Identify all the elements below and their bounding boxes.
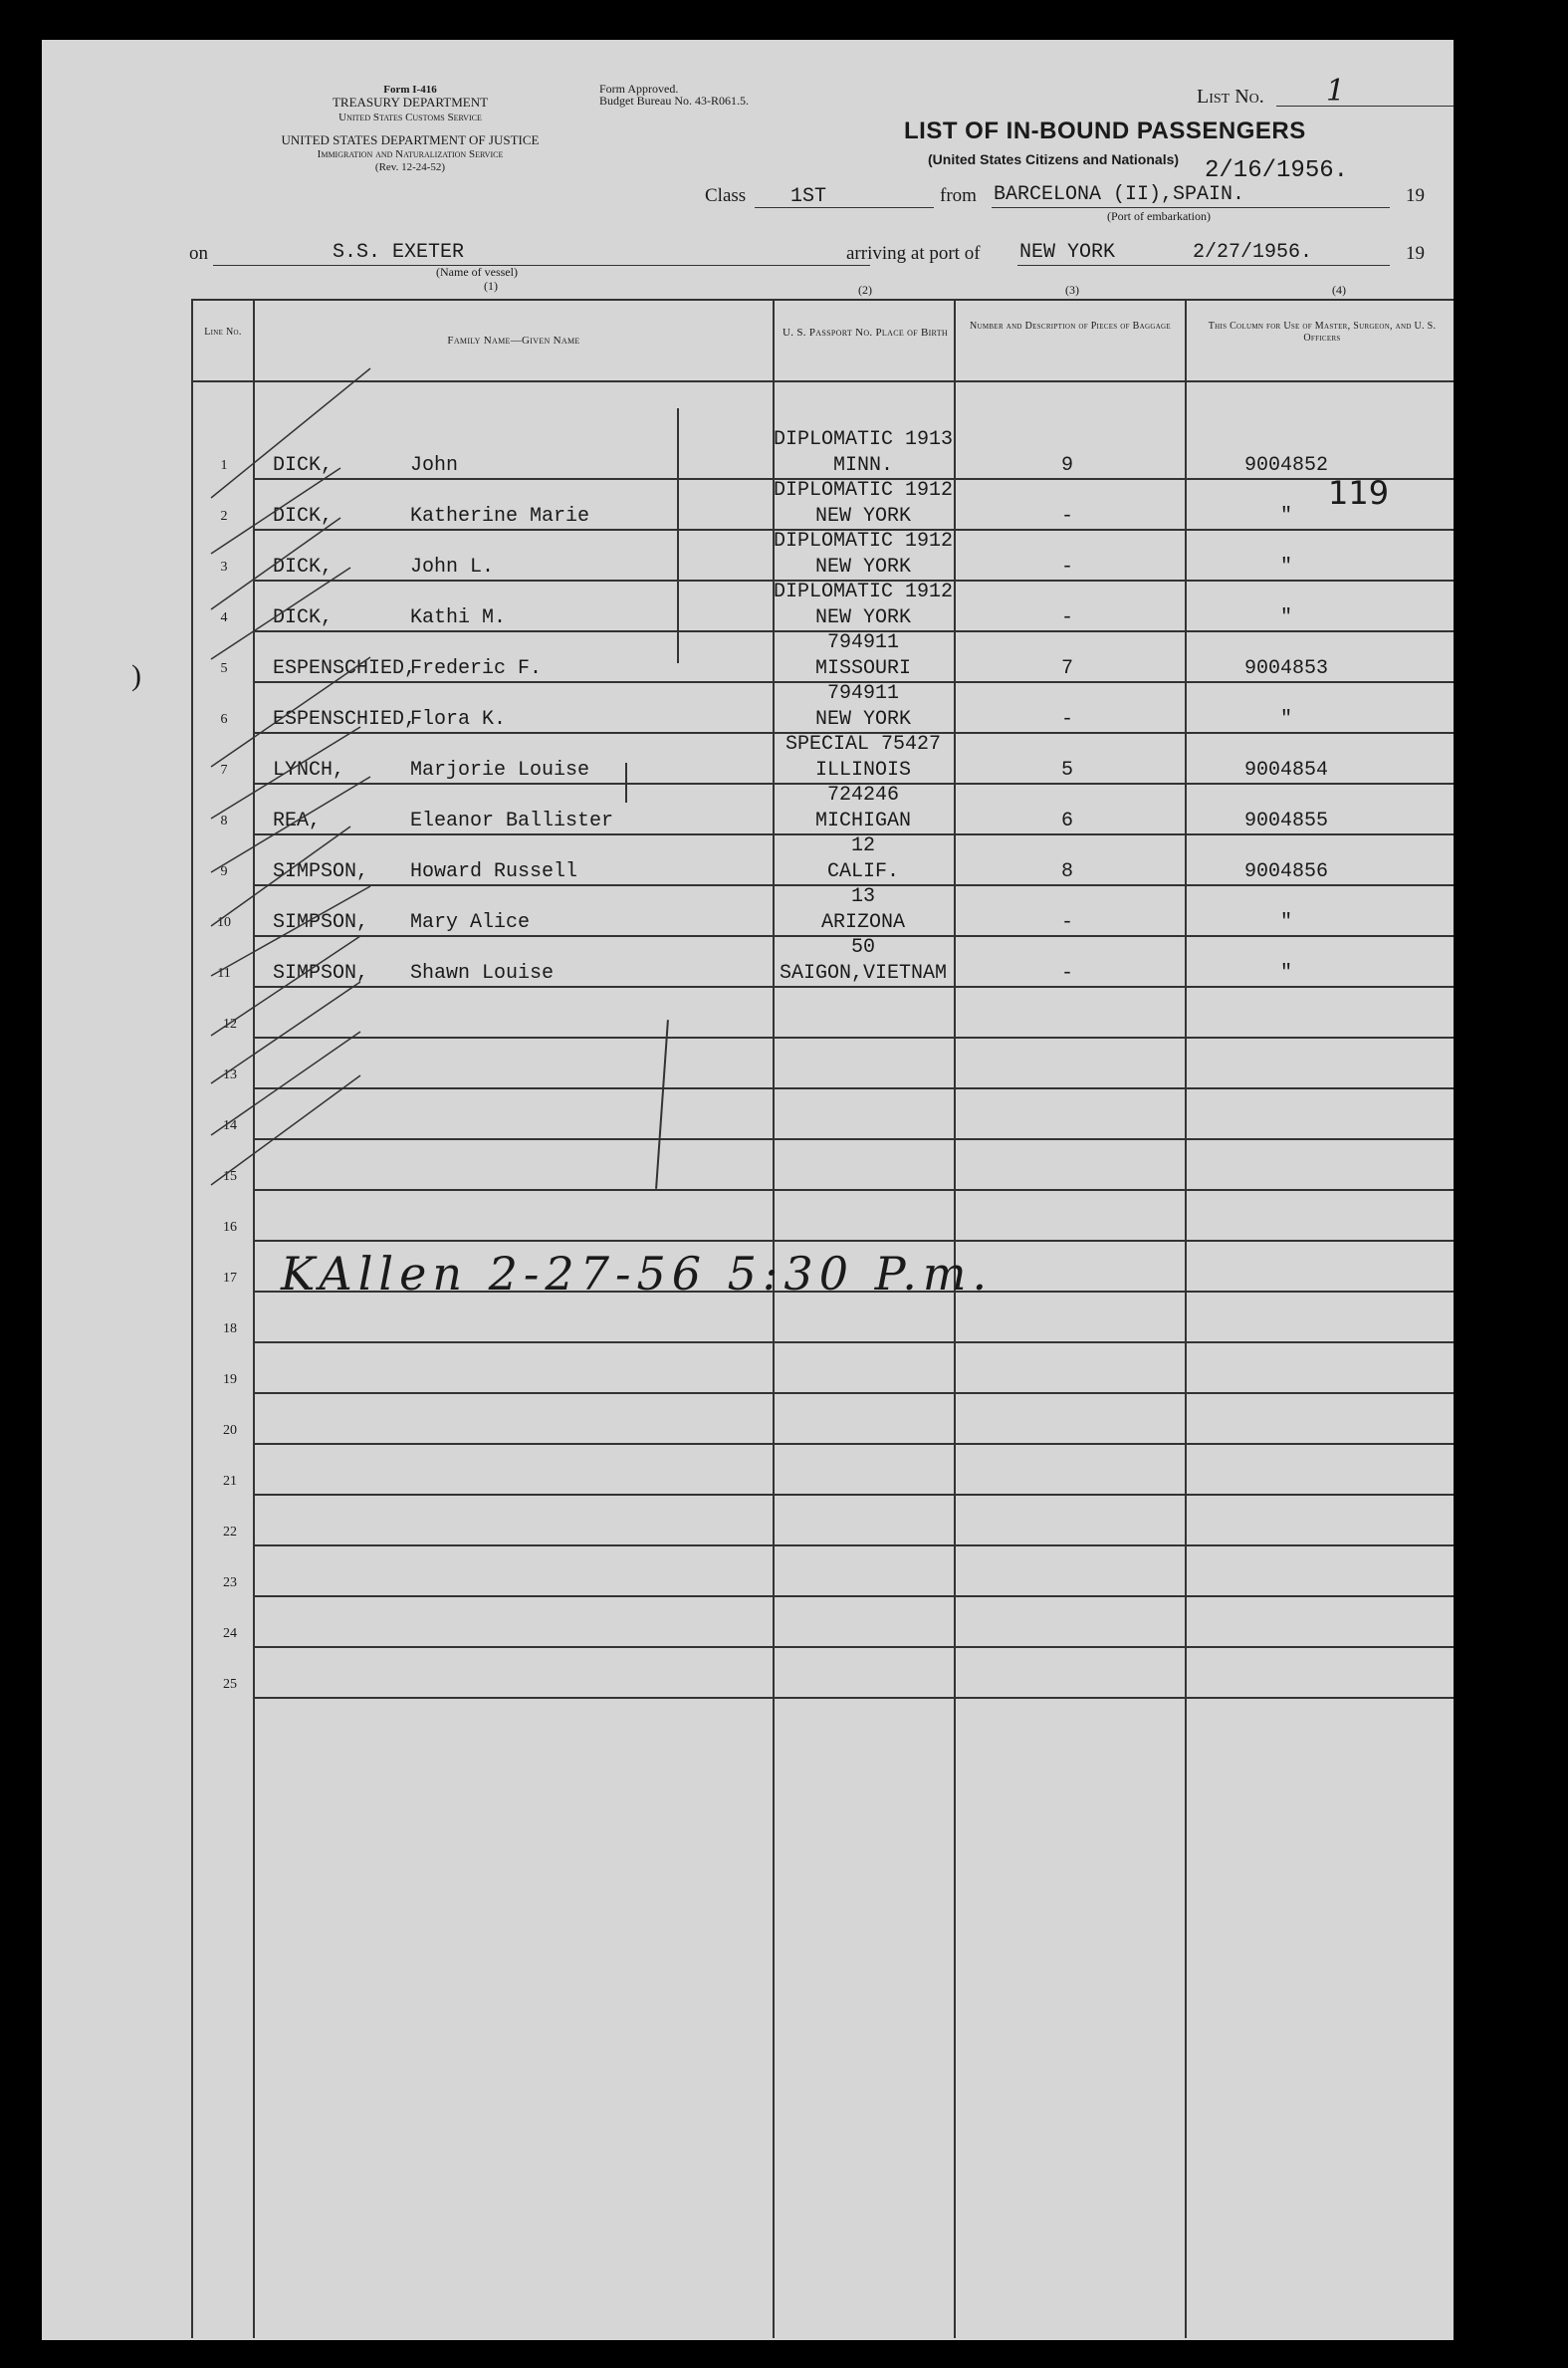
passport-number: DIPLOMATIC 1913 <box>773 428 954 451</box>
ins-service: Immigration and Naturalization Service <box>317 148 504 160</box>
given-name: John <box>410 454 459 477</box>
given-name: Flora K. <box>410 708 507 731</box>
line-number: 9 <box>220 864 228 879</box>
line-number: 22 <box>223 1525 237 1539</box>
line-number: 24 <box>223 1626 237 1641</box>
port-of-embarkation: BARCELONA (II),SPAIN. <box>994 183 1245 206</box>
baggage-count: - <box>1060 962 1073 985</box>
officer-entry: " <box>1279 708 1292 731</box>
line-number: 25 <box>223 1677 237 1692</box>
place-of-birth: NEW YORK <box>814 708 911 731</box>
given-name: Katherine Marie <box>410 505 590 528</box>
line-number: 17 <box>223 1271 237 1286</box>
given-name: Shawn Louise <box>410 962 555 985</box>
place-of-birth: MICHIGAN <box>814 810 911 832</box>
family-name: REA, <box>273 810 322 832</box>
year-suffix-2: 19 <box>1406 243 1425 264</box>
line-number: 23 <box>223 1575 237 1590</box>
list-no-value: 1 <box>1326 74 1346 109</box>
check-marks <box>42 40 1454 2340</box>
officer-entry: " <box>1279 505 1292 528</box>
class-label: Class <box>705 185 747 206</box>
arriving-label: arriving at port of <box>846 243 981 264</box>
line-number: 11 <box>217 966 231 981</box>
line-number: 14 <box>223 1118 237 1133</box>
passenger-manifest-form <box>42 40 1454 2340</box>
passport-number: 794911 <box>826 682 899 705</box>
line-number: 18 <box>223 1321 237 1336</box>
line-number: 3 <box>220 560 228 575</box>
line-number: 5 <box>220 661 228 676</box>
vessel-caption: (Name of vessel) <box>436 265 518 279</box>
place-of-birth: ILLINOIS <box>814 759 911 782</box>
line-number: 16 <box>223 1220 237 1235</box>
col-header-name: Family Name—Given Name <box>447 335 580 347</box>
baggage-count: - <box>1060 606 1073 629</box>
passport-number: DIPLOMATIC 1912 <box>773 479 954 502</box>
treasury-department: TREASURY DEPARTMENT <box>332 95 489 110</box>
form-number: Form I-416 <box>383 84 437 96</box>
officer-entry: 9004854 <box>1243 759 1328 782</box>
family-name: SIMPSON, <box>273 860 369 883</box>
baggage-count: 8 <box>1060 860 1073 883</box>
justice-department: UNITED STATES DEPARTMENT OF JUSTICE <box>281 132 540 147</box>
baggage-count: 5 <box>1060 759 1073 782</box>
list-date: 2/16/1956. <box>1205 157 1349 184</box>
family-name: DICK, <box>273 556 334 579</box>
budget-bureau: Budget Bureau No. 43-R061.5. <box>599 94 749 108</box>
vessel-name: S.S. EXETER <box>333 241 465 264</box>
given-name: Marjorie Louise <box>410 759 590 782</box>
baggage-count: - <box>1060 505 1073 528</box>
place-of-birth: MINN. <box>832 454 893 477</box>
col-number-1: (1) <box>484 279 498 293</box>
place-of-birth: NEW YORK <box>814 606 911 629</box>
family-name: DICK, <box>273 505 334 528</box>
line-number: 12 <box>223 1017 237 1032</box>
family-name: DICK, <box>273 454 334 477</box>
family-name: DICK, <box>273 606 334 629</box>
place-of-birth: NEW YORK <box>814 505 911 528</box>
passport-number: DIPLOMATIC 1912 <box>773 581 954 603</box>
officer-entry: " <box>1279 911 1292 934</box>
family-name: SIMPSON, <box>273 911 369 934</box>
given-name: John L. <box>410 556 495 579</box>
baggage-count: 6 <box>1060 810 1073 832</box>
page-subtitle: (United States Citizens and Nationals) <box>928 151 1180 167</box>
col-number-3: (3) <box>1065 283 1079 297</box>
baggage-count: - <box>1060 708 1073 731</box>
officer-entry: 9004856 <box>1243 860 1328 883</box>
given-name: Howard Russell <box>410 860 578 883</box>
form-approved: Form Approved. <box>599 82 679 96</box>
family-name: SIMPSON, <box>273 962 369 985</box>
line-number: 1 <box>220 458 228 473</box>
officer-entry: 9004855 <box>1243 810 1328 832</box>
given-name: Kathi M. <box>410 606 507 629</box>
col-header-officers: This Column for Use of Master, Surgeon, and U. S. Officers <box>1208 321 1437 344</box>
line-number: 6 <box>220 712 228 727</box>
family-name: LYNCH, <box>273 759 345 782</box>
list-no-label: List No. <box>1197 86 1264 108</box>
given-name: Frederic F. <box>410 657 543 680</box>
on-label: on <box>189 243 208 264</box>
from-label: from <box>940 185 977 206</box>
place-of-birth: ARIZONA <box>820 911 905 934</box>
line-number: 19 <box>223 1372 237 1387</box>
passport-number: 50 <box>850 936 875 959</box>
line-number: 20 <box>223 1423 237 1438</box>
arrival-date: 2/27/1956. <box>1193 241 1313 264</box>
passport-number: 724246 <box>826 784 899 807</box>
col-number-2: (2) <box>858 283 872 297</box>
margin-number: 119 <box>1328 474 1390 512</box>
line-number: 4 <box>220 610 228 625</box>
place-of-birth: MISSOURI <box>814 657 911 680</box>
arrival-port: NEW YORK <box>1019 241 1116 264</box>
baggage-count: - <box>1060 911 1073 934</box>
line-number: 10 <box>217 915 231 930</box>
family-name: ESPENSCHIED, <box>273 708 417 731</box>
place-of-birth: CALIF. <box>826 860 899 883</box>
year-suffix-1: 19 <box>1406 185 1425 206</box>
given-name: Mary Alice <box>410 911 531 934</box>
baggage-count: 9 <box>1060 454 1073 477</box>
officer-entry: " <box>1279 962 1292 985</box>
officer-entry: " <box>1279 556 1292 579</box>
baggage-count: 7 <box>1060 657 1073 680</box>
passport-number: SPECIAL 75427 <box>784 733 942 756</box>
officer-entry: " <box>1279 606 1292 629</box>
line-number: 21 <box>223 1474 237 1489</box>
passport-number: 794911 <box>826 631 899 654</box>
line-number: 15 <box>223 1169 237 1184</box>
passport-number: 12 <box>850 834 875 857</box>
col-header-line-no: Line No. <box>204 327 242 338</box>
revision: (Rev. 12-24-52) <box>374 161 446 173</box>
customs-service: United States Customs Service <box>338 112 482 123</box>
line-number: 2 <box>220 509 228 524</box>
family-name: ESPENSCHIED, <box>273 657 417 680</box>
line-number: 7 <box>220 763 228 778</box>
passport-number: 13 <box>850 885 875 908</box>
col-number-4: (4) <box>1332 283 1346 297</box>
port-caption: (Port of embarkation) <box>1107 209 1211 223</box>
officer-entry: 9004852 <box>1243 454 1328 477</box>
place-of-birth: NEW YORK <box>814 556 911 579</box>
class-value: 1ST <box>790 185 827 208</box>
handwritten-signature: KAllen 2-27-56 5:30 P.m. <box>281 1247 994 1301</box>
given-name: Eleanor Ballister <box>410 810 614 832</box>
passport-number: DIPLOMATIC 1912 <box>773 530 954 553</box>
col-header-passport: U. S. Passport No. Place of Birth <box>783 327 948 339</box>
officer-entry: 9004853 <box>1243 657 1328 680</box>
margin-paren: ) <box>131 659 141 692</box>
page-title: LIST OF IN-BOUND PASSENGERS <box>904 118 1306 144</box>
line-number: 13 <box>223 1067 237 1082</box>
place-of-birth: SAIGON,VIETNAM <box>779 962 948 985</box>
col-header-baggage: Number and Description of Pieces of Baggage <box>970 321 1171 332</box>
baggage-count: - <box>1060 556 1073 579</box>
line-number: 8 <box>220 814 228 829</box>
